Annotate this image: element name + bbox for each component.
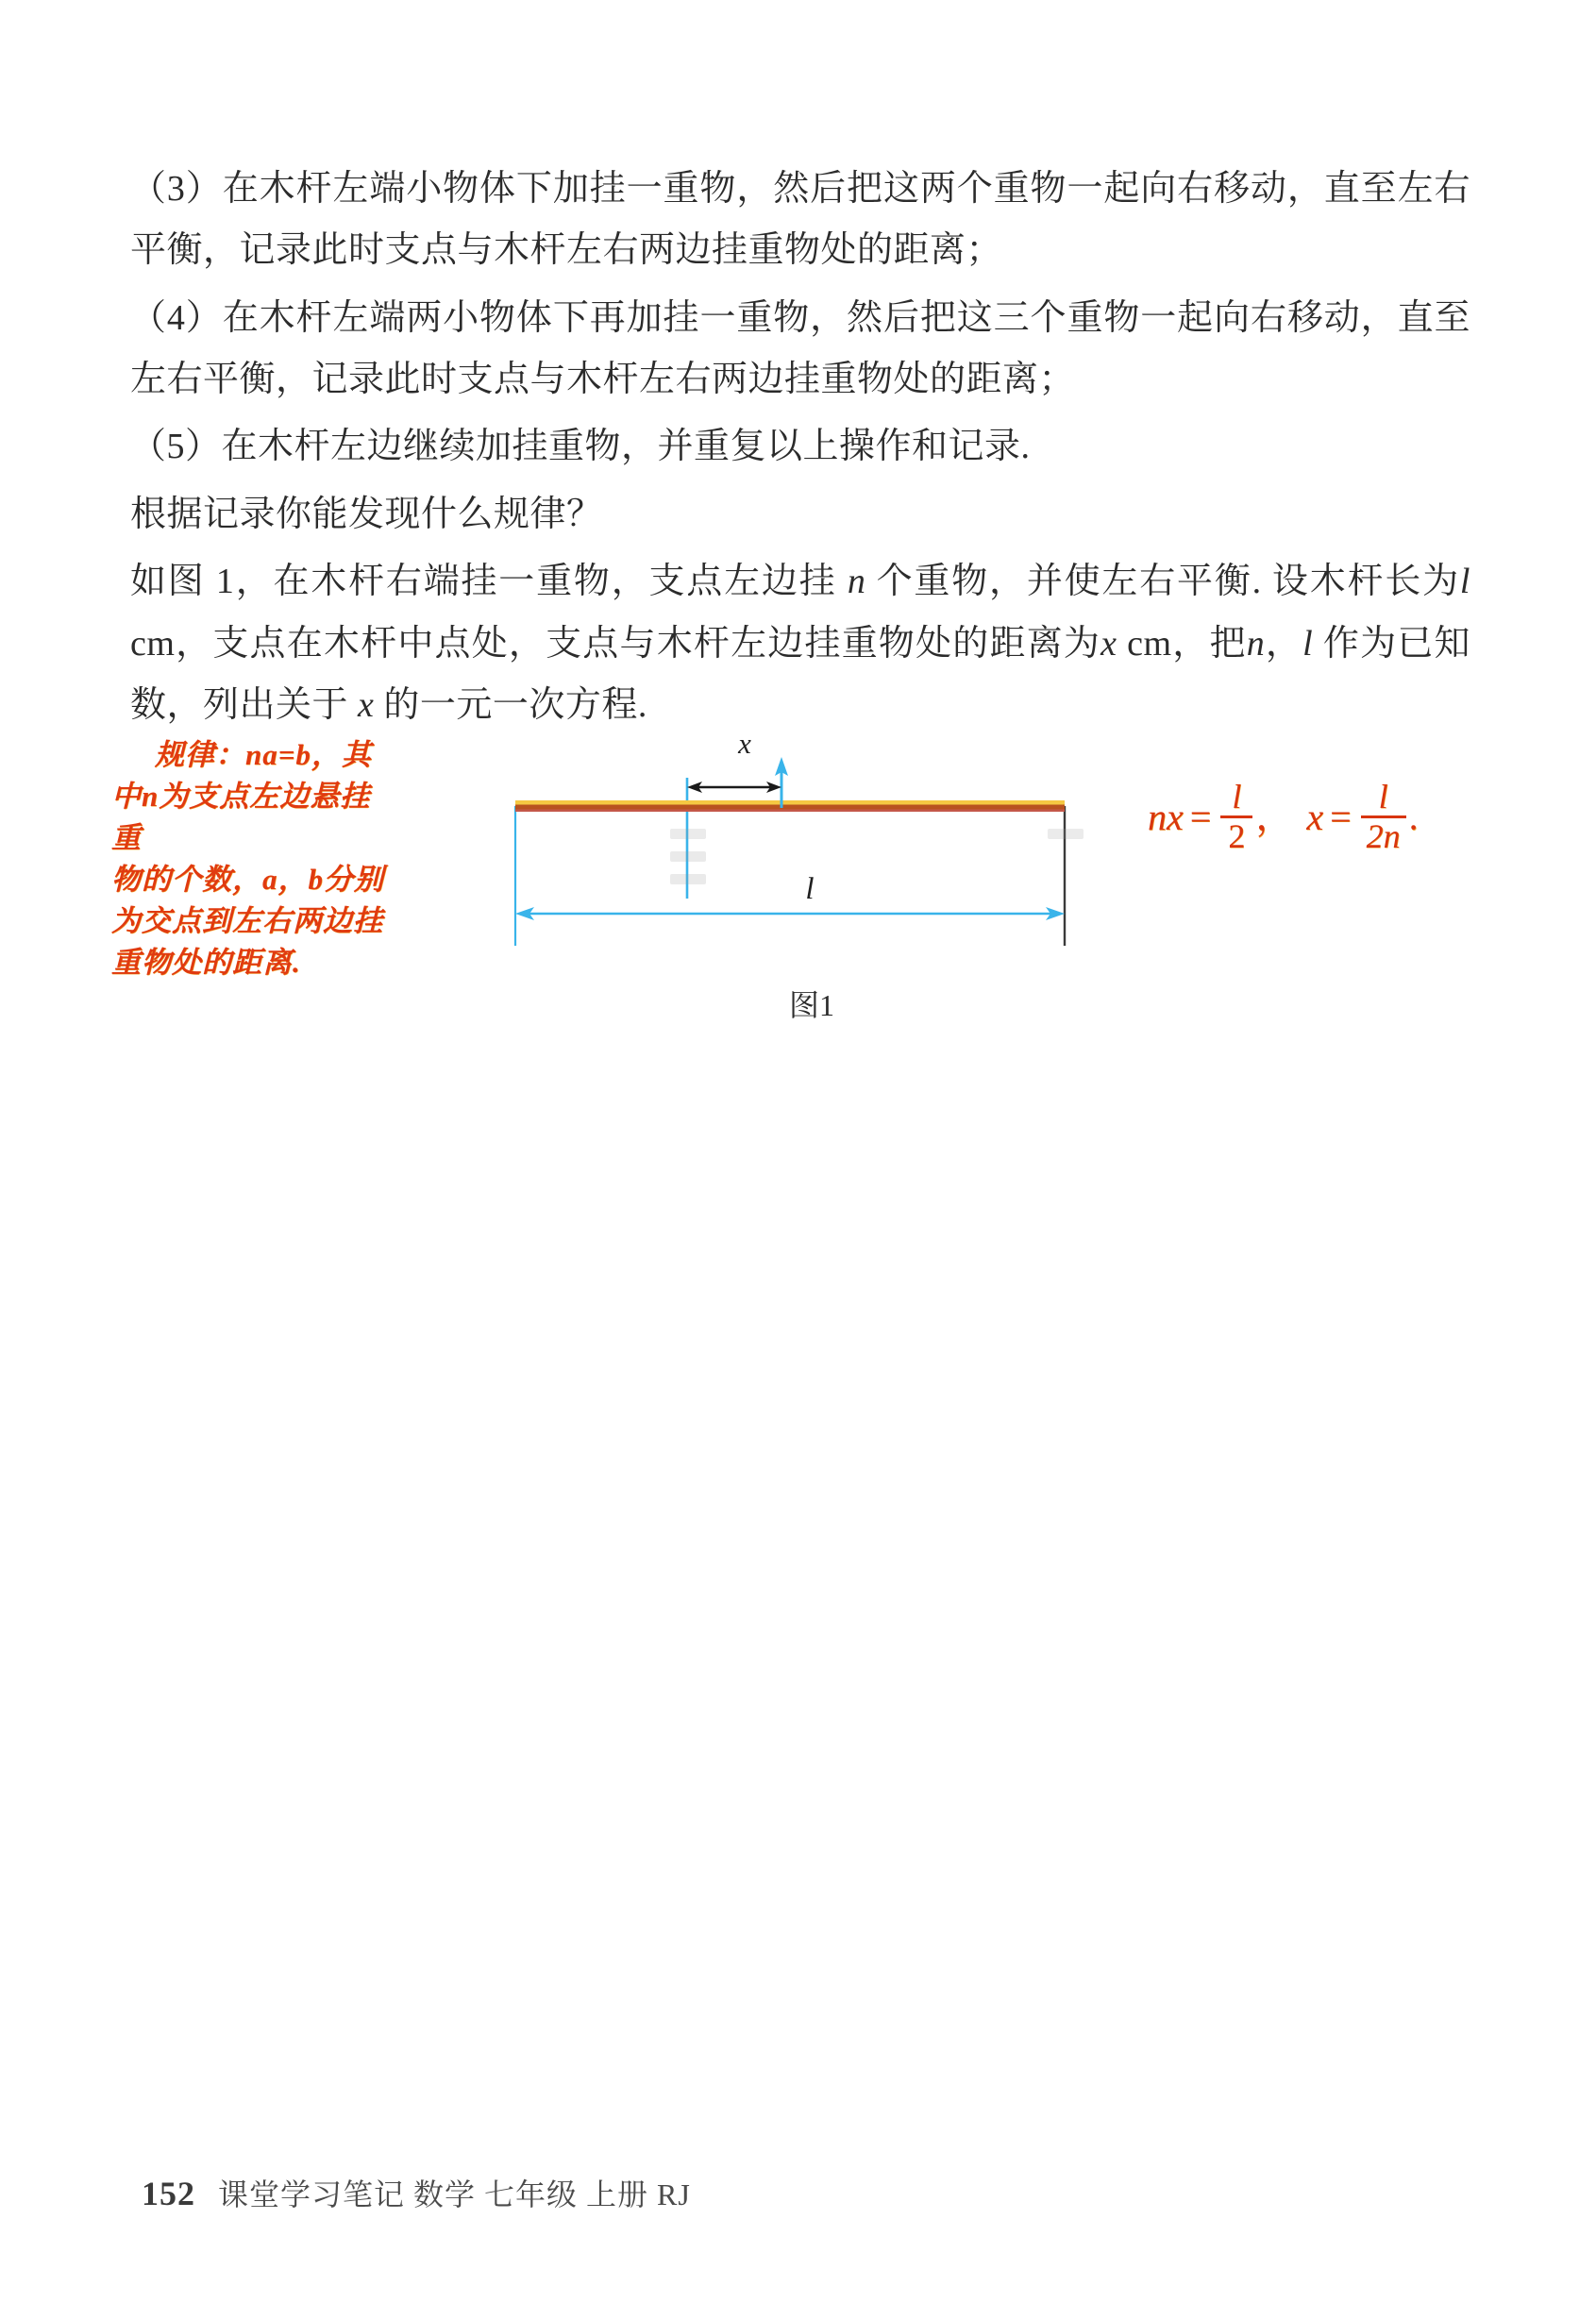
eq2-fraction — [1361, 780, 1406, 853]
left-hanging-weights — [670, 829, 706, 884]
paragraph-problem-statement — [130, 551, 1470, 736]
problem-seg-7: 的一元一次方程. — [374, 684, 647, 725]
eq2-equals: = — [1330, 795, 1352, 838]
eq1-equals: = — [1189, 795, 1212, 838]
annotation-line-5: 重物处的距离. — [111, 946, 301, 980]
page-number: 152 — [142, 2175, 195, 2212]
handwritten-annotation — [111, 734, 395, 983]
eq2-lhs: x — [1306, 795, 1324, 838]
problem-seg-2: 个重物，并使左右平衡. 设木杆长为 — [865, 562, 1460, 602]
rod-body — [515, 805, 1065, 810]
rod-top-highlight — [515, 800, 1065, 805]
annotation-line-2: 中n为支点左边悬挂重 — [111, 780, 371, 855]
annotation-line-1-text: 规律：na=b，其 — [155, 738, 372, 771]
problem-seg-3: cm，支点在木杆中点处，支点与木杆左边挂重物处的距离为 — [130, 623, 1101, 664]
eq1-lhs: nx — [1148, 795, 1184, 838]
figure-1 — [510, 729, 1114, 1031]
paragraph-item-4: （4）在木杆左端两小物体下再加挂一重物，然后把这三个重物一起向右移动，直至左右平衡，记录此时支点与木杆左右两边挂重物处的距离； — [130, 297, 1470, 400]
problem-var-n: n — [847, 562, 866, 602]
eq1-fraction — [1220, 780, 1252, 853]
paragraph-item-5: （5）在木杆左边继续加挂重物，并重复以上操作和记录. — [130, 427, 1031, 467]
problem-var-l-2: l — [1302, 623, 1314, 664]
eq1-numerator: l — [1232, 778, 1242, 815]
answer-period: . — [1408, 795, 1419, 838]
answer-equation — [1148, 780, 1419, 853]
page-footer — [142, 2171, 691, 2214]
eq2-numerator: l — [1378, 778, 1388, 815]
page-content — [130, 159, 1470, 742]
answer-comma: ， — [1255, 795, 1294, 838]
rod-shadow-edge — [515, 810, 1065, 813]
annotation-line-1 — [111, 734, 395, 776]
problem-var-x-2: x — [358, 684, 375, 725]
problem-seg-5: ， — [1265, 623, 1303, 664]
annotation-line-3: 物的个数，a，b分别 — [111, 863, 384, 897]
paragraph-question: 根据记录你能发现什么规律？ — [130, 494, 603, 534]
problem-seg-4: cm，把 — [1117, 623, 1247, 664]
annotation-line-4: 为交点到左右两边挂 — [111, 904, 383, 938]
equation-1 — [1148, 780, 1255, 853]
label-x: x — [738, 729, 751, 760]
equation-2 — [1306, 780, 1408, 853]
problem-var-x: x — [1100, 623, 1117, 664]
problem-seg-1: 如图 1，在木杆右端挂一重物，支点左边挂 — [130, 562, 848, 602]
eq1-denominator: 2 — [1228, 816, 1246, 855]
lever-diagram-svg — [510, 729, 1114, 979]
label-l: l — [805, 872, 815, 906]
problem-var-n-2: n — [1246, 623, 1266, 664]
eq2-denominator: 2n — [1366, 816, 1401, 855]
paragraph-item-3: （3）在木杆左端小物体下加挂一重物，然后把这两个重物一起向右移动，直至左右平衡，记录此时支点与木杆左右两边挂重物处的距离； — [130, 169, 1470, 271]
footer-text: 课堂学习笔记 数学 七年级 上册 RJ — [218, 2177, 691, 2211]
figure-caption: 图1 — [788, 988, 834, 1022]
right-hanging-weight — [1048, 829, 1084, 839]
problem-var-l: l — [1459, 562, 1470, 602]
problem-seg-6: 作为已知数，列出关于 — [130, 623, 1470, 725]
